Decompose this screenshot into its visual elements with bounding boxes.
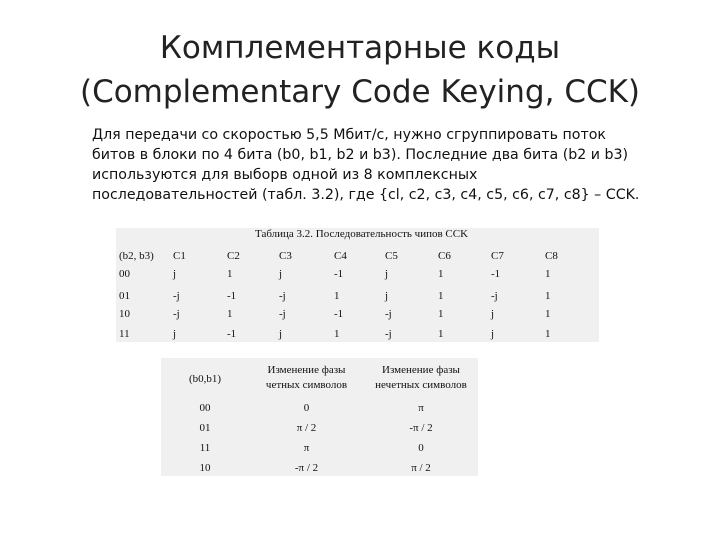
table-row	[116, 290, 599, 306]
table-cell: 1	[438, 308, 444, 320]
table-header-cell: C3	[279, 250, 292, 262]
table-cell: 1	[227, 268, 233, 280]
header-even-line2: четных символов	[265, 379, 348, 391]
table-cell: -j	[279, 290, 286, 302]
table-header-cell: (b2, b3)	[119, 250, 154, 262]
table-cell: -j	[173, 308, 180, 320]
table-cell: 1	[545, 268, 551, 280]
table-header-cell: C2	[227, 250, 240, 262]
table-cell: 11	[119, 328, 130, 340]
table-cell: -1	[334, 308, 344, 320]
table-cell: 0	[418, 442, 424, 454]
table-cell: 01	[119, 290, 130, 302]
table-cell: j	[491, 308, 495, 320]
table-header-cell: C1	[173, 250, 186, 262]
table-cell: 1	[227, 308, 233, 320]
paragraph-line: используются для выборв одной из 8 комплексных	[92, 167, 478, 183]
table-cell: π / 2	[296, 422, 317, 434]
table-cell: 1	[545, 308, 551, 320]
table-cell: -j	[385, 328, 392, 340]
table-cell: j	[491, 328, 495, 340]
table-cell: -π / 2	[409, 422, 433, 434]
table-cell: j	[173, 268, 177, 280]
table-cell: -1	[227, 290, 237, 302]
header-even-phase	[249, 363, 364, 393]
header-b0b1: (b0,b1)	[188, 373, 222, 385]
table-cell: 1	[545, 328, 551, 340]
table-cell: j	[279, 328, 283, 340]
table-cell: 1	[438, 290, 444, 302]
title-line-2: (Complementary Code Keying, CCK)	[79, 74, 641, 110]
table-cell: 1	[438, 268, 444, 280]
slide-title	[0, 26, 720, 114]
title-line-1: Комплементарные коды	[159, 30, 561, 66]
table-row	[116, 308, 599, 324]
table-header-cell: C6	[438, 250, 451, 262]
paragraph-line: битов в блоки по 4 бита (b0, b1, b2 и b3). Последние два бита (b2 и b3)	[92, 147, 629, 163]
table-cell: 10	[119, 308, 130, 320]
table-cell: π	[418, 402, 424, 414]
table-cell: j	[279, 268, 283, 280]
table-caption: Таблица 3.2. Последовательность чипов CCK	[255, 228, 469, 240]
phase-change-table	[161, 358, 478, 476]
table-cell: -1	[491, 268, 501, 280]
table-header-cell: C7	[491, 250, 504, 262]
table-cell: 0	[303, 402, 310, 414]
table-cell: -1	[227, 328, 237, 340]
table-cell: 1	[438, 328, 444, 340]
table-cell: 01	[199, 422, 211, 434]
table-cell: 1	[545, 290, 551, 302]
table-row	[116, 328, 599, 344]
table-header-cell: C5	[385, 250, 398, 262]
table-cell: 1	[334, 290, 340, 302]
table-cell: -j	[491, 290, 498, 302]
table-row	[116, 268, 599, 284]
table-cell: π	[303, 442, 310, 454]
table-header-cell: C4	[334, 250, 347, 262]
table-cell: 10	[199, 462, 211, 474]
table-cell: j	[173, 328, 177, 340]
table-cell: -j	[173, 290, 180, 302]
table-cell: 00	[199, 402, 211, 414]
header-even-line1: Изменение фазы	[267, 364, 346, 376]
table-cell: j	[385, 268, 389, 280]
table-cell: -j	[385, 308, 392, 320]
paragraph-line: последовательностей (табл. 3.2), где {cl, c2, c3, c4, c5, c6, c7, c8} – CCK.	[92, 187, 640, 203]
cck-table-body	[116, 228, 599, 342]
table-header-cell: C8	[545, 250, 558, 262]
table-cell: 1	[334, 328, 340, 340]
table-cell: -π / 2	[294, 462, 319, 474]
table-cell: -1	[334, 268, 344, 280]
body-paragraph	[92, 125, 652, 205]
header-odd-line2: нечетных символов	[375, 379, 467, 391]
table-cell: 11	[199, 442, 211, 454]
table-header-row	[116, 250, 599, 266]
paragraph-line: Для передачи со скоростью 5,5 Мбит/с, нужно сгруппировать поток	[92, 127, 606, 143]
cck-sequence-table	[116, 228, 599, 342]
table-cell: 00	[119, 268, 130, 280]
table-cell: π / 2	[411, 462, 431, 474]
header-odd-phase	[364, 363, 478, 393]
table-cell: -j	[279, 308, 286, 320]
header-odd-line1: Изменение фазы	[382, 364, 460, 376]
table-cell: j	[385, 290, 389, 302]
